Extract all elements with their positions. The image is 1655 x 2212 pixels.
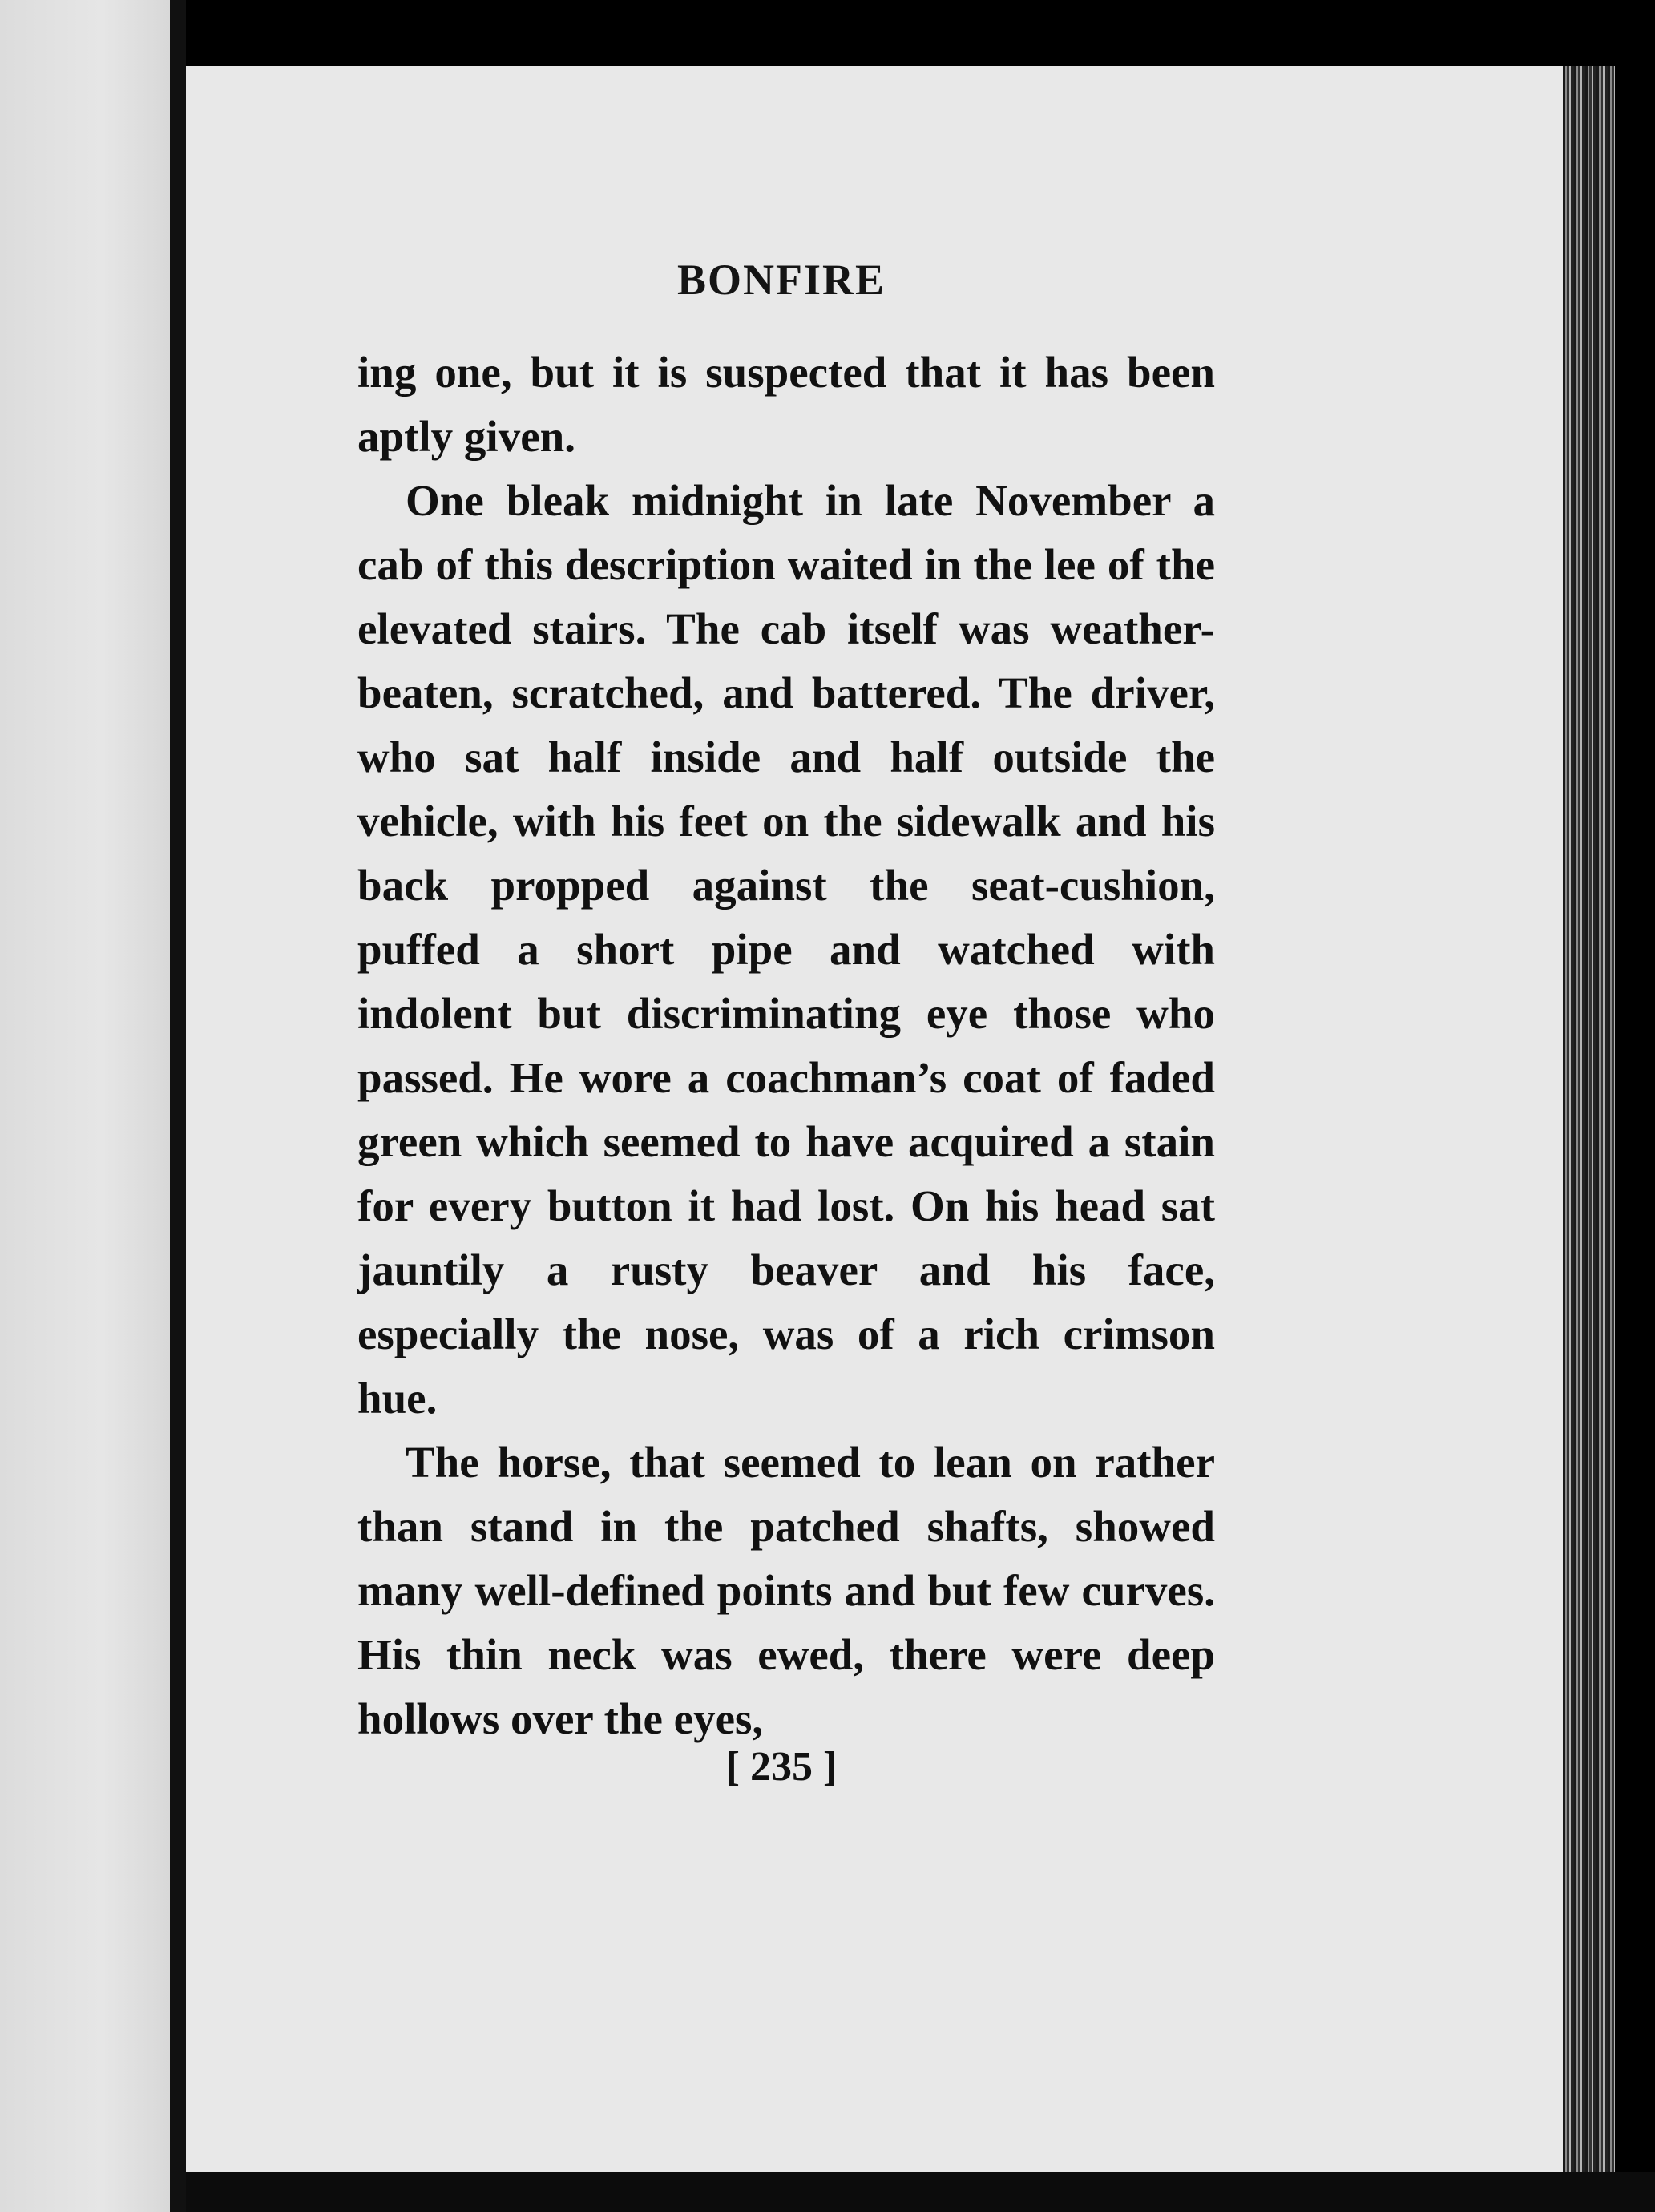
page-number: [ 235 ] <box>725 1744 838 1790</box>
page-edge-striations <box>1563 66 1615 2172</box>
bottom-shadow <box>186 2172 1655 2212</box>
gutter-shadow <box>170 0 186 2212</box>
paragraph-cab: One bleak midnight in late November a cab of this description waited in the lee of the elevated stairs. The cab itself was weather-beaten, scratched, and battered. The driver, who sat half inside and half outside the vehicle, with his feet on the sidewalk and his back propped against the seat-cushion, puffed a short pipe and watched with indolent but discriminating eye those who passed. He wore a coachman’s coat of faded green which seemed to have acquired a stain for every button it had lost. On his head sat jauntily a rusty beaver and his face, especially the nose, was of a rich crimson hue. <box>357 476 1215 1423</box>
facing-page-edge <box>0 0 170 2212</box>
running-head: BONFIRE <box>676 256 886 304</box>
body-text <box>357 341 1215 1751</box>
paragraph-continuation: ing one, but it is suspected that it has been aptly given. <box>357 348 1215 461</box>
paragraph-horse: The horse, that seemed to lean on rather than stand in the patched shafts, showed many well-defined points and but few curves. His thin neck was ewed, there were deep hollows over the eyes, <box>357 1438 1215 1743</box>
